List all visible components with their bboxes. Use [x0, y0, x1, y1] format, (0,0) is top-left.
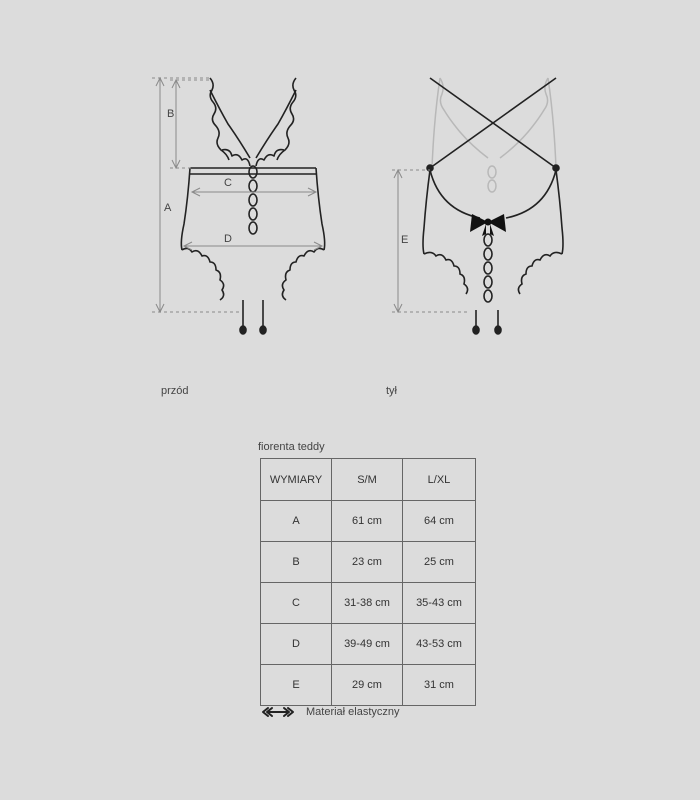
table-cell: 29 cm: [332, 665, 403, 706]
table-cell: E: [261, 665, 332, 706]
header-cell: WYMIARY: [261, 459, 332, 501]
legend: [260, 706, 400, 718]
dimension-label-a: A: [164, 202, 172, 214]
stretch-arrows-icon: [260, 706, 296, 718]
front-garment: [181, 78, 324, 334]
size-table-header: [261, 459, 476, 501]
table-cell: 25 cm: [403, 542, 476, 583]
table-cell: 23 cm: [332, 542, 403, 583]
table-cell: A: [261, 501, 332, 542]
table-cell: B: [261, 542, 332, 583]
header-cell: L/XL: [403, 459, 476, 501]
size-table: [260, 458, 476, 706]
table-row: [261, 542, 476, 583]
table-cell: 39-49 cm: [332, 624, 403, 665]
table-row: [261, 583, 476, 624]
back-garment-ghost: [432, 78, 556, 192]
table-cell: 61 cm: [332, 501, 403, 542]
dimension-label-d: D: [224, 233, 232, 245]
dimension-label-c: C: [224, 177, 232, 189]
table-row: [261, 501, 476, 542]
legend-label: Materiał elastyczny: [306, 706, 400, 718]
back-garment: [423, 78, 563, 334]
table-row: [261, 624, 476, 665]
front-view-label: przód: [161, 385, 189, 397]
product-name: fiorenta teddy: [258, 441, 325, 453]
back-view-label: tył: [386, 385, 397, 397]
bow-icon: [470, 214, 506, 236]
table-cell: 64 cm: [403, 501, 476, 542]
table-row: [261, 665, 476, 706]
front-dimension-guides: [152, 78, 322, 312]
dimension-label-b: B: [167, 108, 175, 120]
table-cell: 43-53 cm: [403, 624, 476, 665]
header-cell: S/M: [332, 459, 403, 501]
table-cell: 31 cm: [403, 665, 476, 706]
table-cell: D: [261, 624, 332, 665]
dimension-label-e: E: [401, 234, 409, 246]
table-cell: 35-43 cm: [403, 583, 476, 624]
table-cell: 31-38 cm: [332, 583, 403, 624]
table-cell: C: [261, 583, 332, 624]
